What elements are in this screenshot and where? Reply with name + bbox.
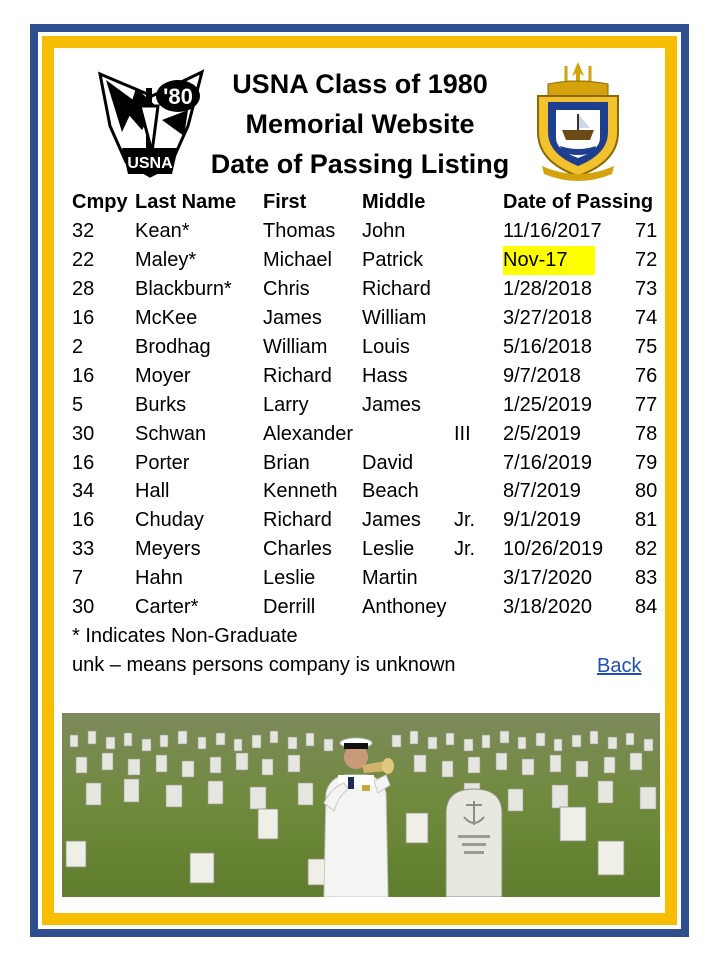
cell-middle: Louis xyxy=(362,336,410,358)
cell-date: 11/16/2017 xyxy=(503,220,602,242)
cell-last-name: McKee xyxy=(135,307,198,329)
page-title xyxy=(190,64,530,184)
header-first: First xyxy=(263,191,307,213)
cell-cmpy: 16 xyxy=(72,365,95,387)
cell-middle: James xyxy=(362,394,421,416)
header-date-of-passing: Date of Passing xyxy=(503,191,654,213)
cell-date: 8/7/2019 xyxy=(503,480,581,502)
cell-number: 79 xyxy=(635,452,658,474)
cell-last-name: Chuday xyxy=(135,509,204,531)
header-cmpy: Cmpy xyxy=(72,191,128,213)
table-row xyxy=(0,506,720,535)
cell-first: Chris xyxy=(263,278,310,300)
cell-number: 78 xyxy=(635,423,658,445)
cell-suffix: Jr. xyxy=(454,509,476,531)
cell-last-name: Porter xyxy=(135,452,190,474)
cell-cmpy: 16 xyxy=(72,509,95,531)
header-last-name: Last Name xyxy=(135,191,237,213)
cell-first: Larry xyxy=(263,394,309,416)
cell-number: 80 xyxy=(635,480,658,502)
table-row xyxy=(0,593,720,622)
cell-cmpy: 16 xyxy=(72,452,95,474)
cell-middle: Leslie xyxy=(362,538,415,560)
cell-number: 81 xyxy=(635,509,658,531)
cell-first: Richard xyxy=(263,365,332,387)
cell-cmpy: 30 xyxy=(72,423,95,445)
note-unknown-company: unk – means persons company is unknown xyxy=(72,654,456,676)
cell-middle: Anthoney xyxy=(362,596,447,618)
cell-date: 9/1/2019 xyxy=(503,509,581,531)
cell-middle: John xyxy=(362,220,406,242)
cell-number: 73 xyxy=(635,278,658,300)
cell-number: 71 xyxy=(635,220,658,242)
cell-number: 76 xyxy=(635,365,658,387)
cell-last-name: Meyers xyxy=(135,538,201,560)
cell-last-name: Maley* xyxy=(135,249,197,271)
cell-cmpy: 32 xyxy=(72,220,95,242)
cell-cmpy: 7 xyxy=(72,567,84,589)
cell-middle: Martin xyxy=(362,567,418,589)
cell-number: 84 xyxy=(635,596,658,618)
table-row xyxy=(0,304,720,333)
cell-last-name: Schwan xyxy=(135,423,207,445)
cell-middle: David xyxy=(362,452,414,474)
cell-first: Richard xyxy=(263,509,332,531)
header-middle: Middle xyxy=(362,191,426,213)
cell-middle: Patrick xyxy=(362,249,424,271)
cell-first: Derrill xyxy=(263,596,316,618)
cell-middle: Richard xyxy=(362,278,431,300)
cell-cmpy: 33 xyxy=(72,538,95,560)
cell-suffix: III xyxy=(454,423,471,445)
cell-cmpy: 16 xyxy=(72,307,95,329)
cell-first: Thomas xyxy=(263,220,336,242)
cell-cmpy: 22 xyxy=(72,249,95,271)
cell-last-name: Hall xyxy=(135,480,170,502)
cell-cmpy: 30 xyxy=(72,596,95,618)
crest-year: '80 xyxy=(163,84,193,109)
cell-middle: Beach xyxy=(362,480,419,502)
table-row xyxy=(0,275,720,304)
cell-last-name: Carter* xyxy=(135,596,199,618)
cell-first: Brian xyxy=(263,452,310,474)
table-row xyxy=(0,333,720,362)
cell-last-name: Burks xyxy=(135,394,187,416)
table-row xyxy=(0,477,720,506)
table-row xyxy=(0,362,720,391)
title-line-3: Date of Passing Listing xyxy=(210,149,510,179)
cell-number: 77 xyxy=(635,394,658,416)
cell-date: 9/7/2018 xyxy=(503,365,581,387)
cell-last-name: Hahn xyxy=(135,567,183,589)
note-non-graduate: * Indicates Non-Graduate xyxy=(72,625,298,647)
cell-date: 7/16/2019 xyxy=(503,452,592,474)
back-link[interactable]: Back xyxy=(597,655,642,677)
cell-date: 3/18/2020 xyxy=(503,596,592,618)
cell-number: 74 xyxy=(635,307,658,329)
table-header xyxy=(0,188,720,217)
cell-cmpy: 34 xyxy=(72,480,95,502)
cell-cmpy: 2 xyxy=(72,336,84,358)
cell-middle: James xyxy=(362,509,421,531)
cell-suffix: Jr. xyxy=(454,538,476,560)
cell-date: 2/5/2019 xyxy=(503,423,581,445)
cell-first: Leslie xyxy=(263,567,316,589)
cell-first: Michael xyxy=(263,249,332,271)
cell-last-name: Brodhag xyxy=(135,336,211,358)
table-row xyxy=(0,564,720,593)
table-row xyxy=(0,391,720,420)
cell-first: James xyxy=(263,307,322,329)
naval-academy-seal-icon xyxy=(522,58,634,182)
title-line-1: USNA Class of 1980 xyxy=(232,69,488,99)
cell-middle: William xyxy=(362,307,427,329)
cell-date: 1/28/2018 xyxy=(503,278,592,300)
cell-first: Charles xyxy=(263,538,332,560)
table-row xyxy=(0,246,720,275)
table-row xyxy=(0,420,720,449)
cell-number: 82 xyxy=(635,538,658,560)
cell-first: William xyxy=(263,336,328,358)
cell-date: 1/25/2019 xyxy=(503,394,592,416)
cell-date: 3/27/2018 xyxy=(503,307,592,329)
crest-label: USNA xyxy=(127,155,173,172)
cell-last-name: Blackburn* xyxy=(135,278,232,300)
title-line-2: Memorial Website xyxy=(245,109,475,139)
cell-date-highlighted: Nov-17 xyxy=(503,246,595,275)
table-row xyxy=(0,217,720,246)
cell-last-name: Moyer xyxy=(135,365,191,387)
cell-number: 75 xyxy=(635,336,658,358)
cell-first: Kenneth xyxy=(263,480,338,502)
table-row xyxy=(0,535,720,564)
cell-date: 3/17/2020 xyxy=(503,567,592,589)
cell-first: Alexander xyxy=(263,423,354,445)
cell-number: 72 xyxy=(635,249,658,271)
cell-cmpy: 28 xyxy=(72,278,95,300)
cemetery-bugler-photo xyxy=(62,713,660,897)
cell-middle: Hass xyxy=(362,365,408,387)
cell-date: 5/16/2018 xyxy=(503,336,592,358)
cell-cmpy: 5 xyxy=(72,394,84,416)
cell-date: 10/26/2019 xyxy=(503,538,604,560)
table-row xyxy=(0,449,720,478)
cell-last-name: Kean* xyxy=(135,220,190,242)
cell-number: 83 xyxy=(635,567,658,589)
